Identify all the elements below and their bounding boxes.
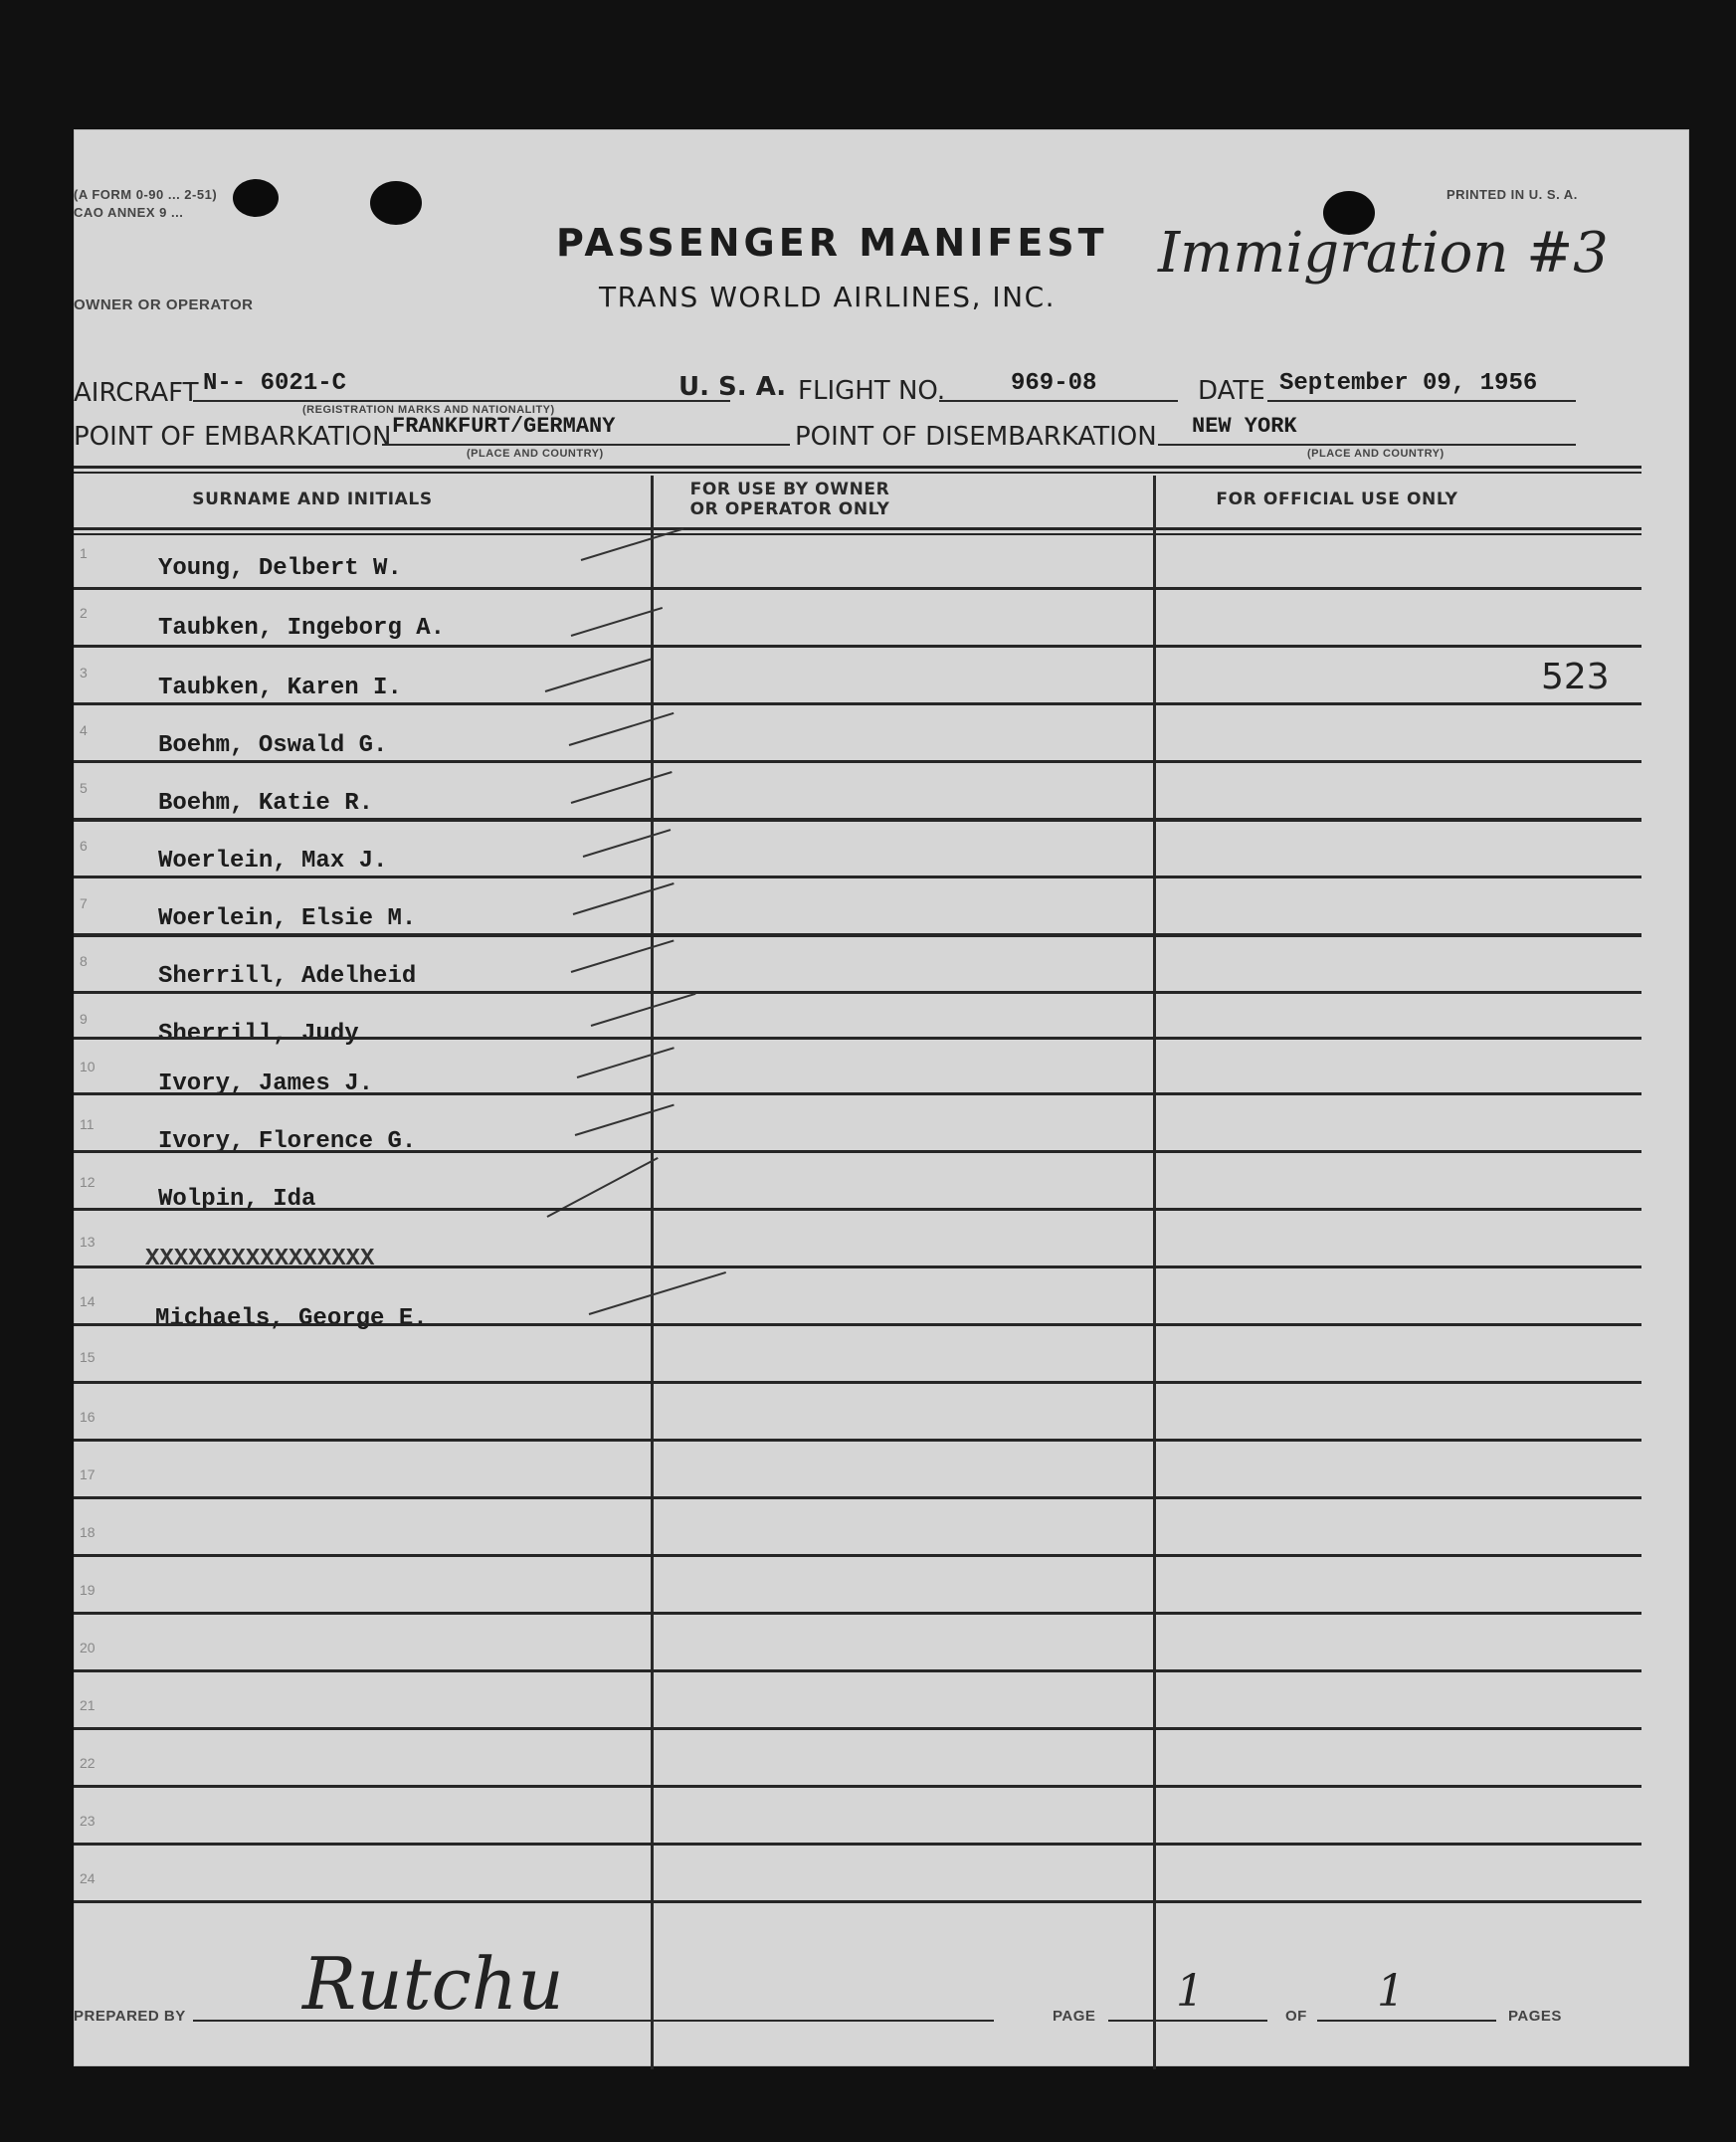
handwritten-note: Immigration #3 (1158, 221, 1609, 286)
row-number: 1 (80, 545, 88, 561)
passenger-name: Woerlein, Max J. (158, 848, 388, 875)
check-mark-icon (545, 658, 653, 692)
row-number: 3 (80, 665, 88, 681)
printed-in-label: PRINTED IN U. S. A. (1447, 187, 1578, 202)
row-number: 20 (80, 1640, 96, 1655)
signature: Rutchu (302, 1942, 564, 2026)
row-number: 17 (80, 1466, 96, 1482)
check-mark-icon (571, 607, 663, 637)
nationality-value: U. S. A. (678, 372, 787, 402)
row-number: 8 (80, 953, 88, 969)
row-number: 5 (80, 780, 88, 796)
row-number: 22 (80, 1755, 96, 1771)
form-id-line2: CAO ANNEX 9 ... (74, 205, 184, 220)
row-number: 14 (80, 1293, 96, 1309)
airline-name: TRANS WORLD AIRLINES, INC. (599, 281, 1057, 313)
passenger-name: Taubken, Ingeborg A. (158, 615, 446, 642)
check-mark-icon (569, 712, 675, 746)
place-note-disembarkation: (PLACE AND COUNTRY) (1307, 448, 1445, 460)
passenger-name: Michaels, George E. (155, 1305, 428, 1332)
aircraft-value: N-- 6021-C (203, 370, 347, 397)
flight-no-label: FLIGHT NO. (798, 376, 946, 406)
row-number: 4 (80, 722, 88, 738)
row-number: 11 (80, 1116, 95, 1132)
row-number: 21 (80, 1697, 96, 1713)
punch-hole-icon (370, 181, 422, 225)
passenger-name: Taubken, Karen I. (158, 675, 402, 701)
date-label: DATE (1198, 376, 1265, 406)
check-mark-icon (573, 882, 675, 915)
manifest-sheet (74, 129, 1689, 2066)
disembarkation-label: POINT OF DISEMBARKATION (795, 422, 1157, 452)
pages-label: PAGES (1508, 2008, 1562, 2025)
row-number: 13 (80, 1234, 96, 1250)
aircraft-label: AIRCRAFT (74, 378, 199, 408)
form-id-line1: (A FORM 0-90 ... 2-51) (74, 187, 218, 202)
date-value: September 09, 1956 (1279, 370, 1538, 397)
header-official: FOR OFFICIAL USE ONLY (1216, 489, 1458, 509)
punch-hole-icon (233, 179, 279, 217)
row-number: 23 (80, 1813, 96, 1829)
passenger-name: Woerlein, Elsie M. (158, 905, 417, 932)
passenger-name: Boehm, Oswald G. (158, 732, 388, 759)
owner-operator-label: OWNER OR OPERATOR (74, 296, 254, 313)
check-mark-icon (591, 993, 696, 1027)
row-number: 9 (80, 1011, 88, 1027)
check-mark-icon (577, 1047, 675, 1078)
row-number: 12 (80, 1174, 96, 1190)
prepared-by-label: PREPARED BY (74, 2008, 186, 2025)
row-number: 10 (80, 1059, 96, 1074)
row-number: 6 (80, 838, 88, 854)
passenger-name: Wolpin, Ida (158, 1186, 316, 1213)
registration-note: (REGISTRATION MARKS AND NATIONALITY) (302, 404, 555, 416)
row-number: 7 (80, 895, 88, 911)
header-owner-use-1: FOR USE BY OWNER (689, 480, 890, 499)
flight-no-value: 969-08 (1011, 370, 1097, 397)
header-owner-use-2: OR OPERATOR ONLY (689, 499, 890, 519)
row-number: 24 (80, 1870, 96, 1886)
passenger-name: Ivory, James J. (158, 1071, 374, 1097)
passenger-name: Sherrill, Judy (158, 1021, 359, 1048)
passenger-name: Boehm, Katie R. (158, 790, 374, 817)
passenger-name: Sherrill, Adelheid (158, 963, 417, 990)
row-number: 16 (80, 1409, 96, 1425)
page-value: 1 (1176, 1966, 1204, 2017)
header-surname: SURNAME AND INITIALS (192, 489, 433, 509)
of-label: OF (1285, 2008, 1307, 2025)
check-mark-icon (571, 771, 673, 804)
of-value: 1 (1377, 1966, 1405, 2017)
manifest-title: PASSENGER MANIFEST (556, 221, 1108, 265)
check-mark-icon (589, 1271, 726, 1315)
check-mark-icon (571, 939, 675, 972)
passenger-name: Young, Delbert W. (158, 555, 402, 582)
passenger-name: Ivory, Florence G. (158, 1128, 417, 1155)
disembarkation-value: NEW YORK (1192, 414, 1297, 439)
place-note-embarkation: (PLACE AND COUNTRY) (467, 448, 604, 460)
check-mark-icon (575, 1104, 675, 1136)
row-number: 15 (80, 1349, 96, 1365)
row-number: 19 (80, 1582, 96, 1598)
row-number: 18 (80, 1524, 96, 1540)
check-mark-icon (583, 829, 672, 858)
embarkation-value: FRANKFURT/GERMANY (392, 414, 616, 439)
page-label: PAGE (1053, 2008, 1096, 2025)
embarkation-label: POINT OF EMBARKATION (74, 422, 392, 452)
struck-out-entry: XXXXXXXXXXXXXXXX (145, 1246, 375, 1272)
row-number: 2 (80, 605, 88, 621)
official-number: 523 (1541, 657, 1610, 697)
